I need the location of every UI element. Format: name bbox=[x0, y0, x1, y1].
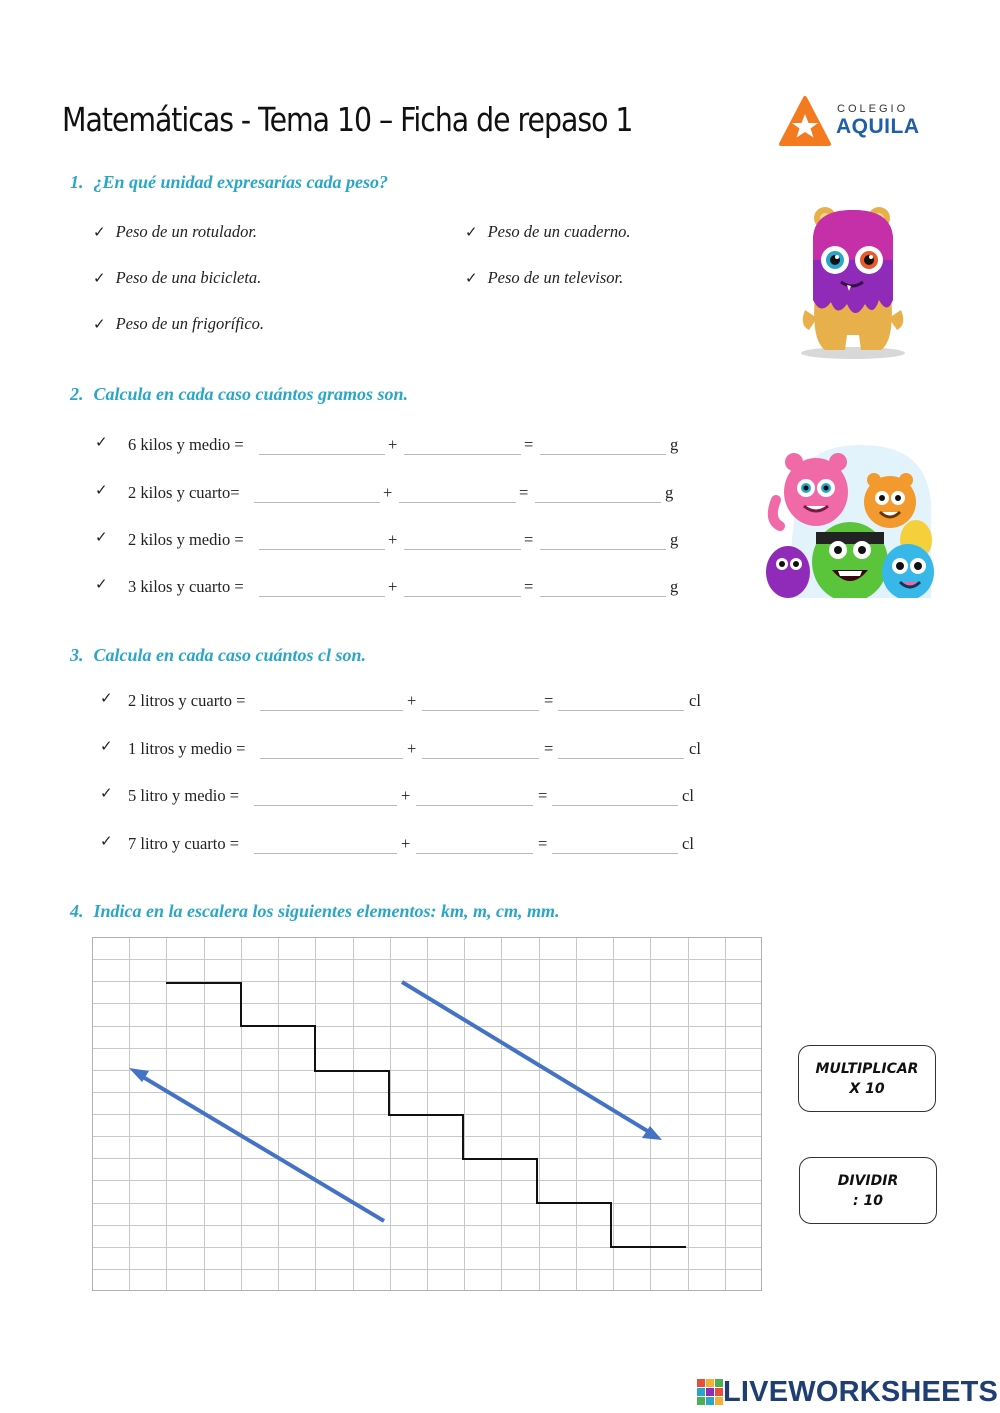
answer-blank[interactable] bbox=[260, 710, 403, 711]
purple-monster-illustration bbox=[795, 200, 915, 365]
check-icon: ✓ bbox=[465, 225, 478, 241]
answer-blank[interactable] bbox=[535, 502, 661, 503]
answer-blank[interactable] bbox=[404, 454, 521, 455]
footer-brand: LIVEWORKSHEETS bbox=[723, 1375, 999, 1408]
star-logo-icon bbox=[775, 94, 835, 150]
check-icon: ✓ bbox=[93, 317, 106, 333]
answer-blank[interactable] bbox=[416, 853, 533, 854]
section-4-title: 4. Indica en la escalera los siguientes elementos: km, m, cm, mm. bbox=[70, 901, 560, 921]
answer-blank[interactable] bbox=[558, 758, 684, 759]
answer-blank[interactable] bbox=[254, 502, 380, 503]
check-icon: ✓ bbox=[93, 225, 106, 241]
list-item: ✓ Peso de un rotulador. bbox=[93, 222, 258, 241]
page-title: Matemáticas - Tema 10 – Ficha de repaso 1 bbox=[62, 100, 633, 139]
check-icon: ✓ bbox=[95, 577, 108, 593]
check-icon: ✓ bbox=[95, 435, 108, 451]
answer-blank[interactable] bbox=[552, 853, 678, 854]
answer-blank[interactable] bbox=[540, 596, 666, 597]
answer-blank[interactable] bbox=[259, 549, 385, 550]
list-item: ✓ Peso de un cuaderno. bbox=[465, 222, 631, 241]
monster-group-illustration bbox=[766, 440, 936, 598]
answer-blank[interactable] bbox=[254, 805, 397, 806]
list-item: ✓ Peso de una bicicleta. bbox=[93, 268, 262, 287]
answer-blank[interactable] bbox=[260, 758, 403, 759]
divide-box: DIVIDIR : 10 bbox=[799, 1157, 937, 1224]
section-1-title: 1. ¿En qué unidad expresarías cada peso? bbox=[70, 172, 389, 192]
check-icon: ✓ bbox=[465, 271, 478, 287]
answer-blank[interactable] bbox=[259, 454, 385, 455]
footer-logo bbox=[697, 1376, 998, 1408]
check-icon: ✓ bbox=[100, 739, 113, 755]
answer-blank[interactable] bbox=[404, 596, 521, 597]
staircase-grid[interactable] bbox=[92, 937, 762, 1291]
answer-blank[interactable] bbox=[404, 549, 521, 550]
answer-blank[interactable] bbox=[422, 710, 539, 711]
answer-blank[interactable] bbox=[540, 549, 666, 550]
check-icon: ✓ bbox=[95, 483, 108, 499]
divide-arrow-line bbox=[138, 1074, 384, 1221]
list-item: ✓ Peso de un frigorífico. bbox=[93, 314, 265, 333]
logo-text-bottom: AQUILA bbox=[836, 115, 920, 138]
section-2-title: 2. Calcula en cada caso cuántos gramos son. bbox=[70, 384, 409, 404]
answer-blank[interactable] bbox=[552, 805, 678, 806]
answer-blank[interactable] bbox=[540, 454, 666, 455]
check-icon: ✓ bbox=[100, 691, 113, 707]
section-3-title: 3. Calcula en cada caso cuántos cl son. bbox=[70, 645, 367, 665]
multiply-box: MULTIPLICAR X 10 bbox=[798, 1045, 936, 1112]
answer-blank[interactable] bbox=[422, 758, 539, 759]
check-icon: ✓ bbox=[93, 271, 106, 287]
liveworksheets-icon bbox=[697, 1379, 723, 1405]
answer-blank[interactable] bbox=[254, 853, 397, 854]
logo-text-top: COLEGIO bbox=[837, 103, 909, 115]
check-icon: ✓ bbox=[95, 530, 108, 546]
answer-blank[interactable] bbox=[558, 710, 684, 711]
answer-blank[interactable] bbox=[416, 805, 533, 806]
list-item: ✓ Peso de un televisor. bbox=[465, 268, 624, 287]
check-icon: ✓ bbox=[100, 834, 113, 850]
check-icon: ✓ bbox=[100, 786, 113, 802]
multiply-arrow-line bbox=[402, 982, 654, 1135]
answer-blank[interactable] bbox=[399, 502, 516, 503]
answer-blank[interactable] bbox=[259, 596, 385, 597]
